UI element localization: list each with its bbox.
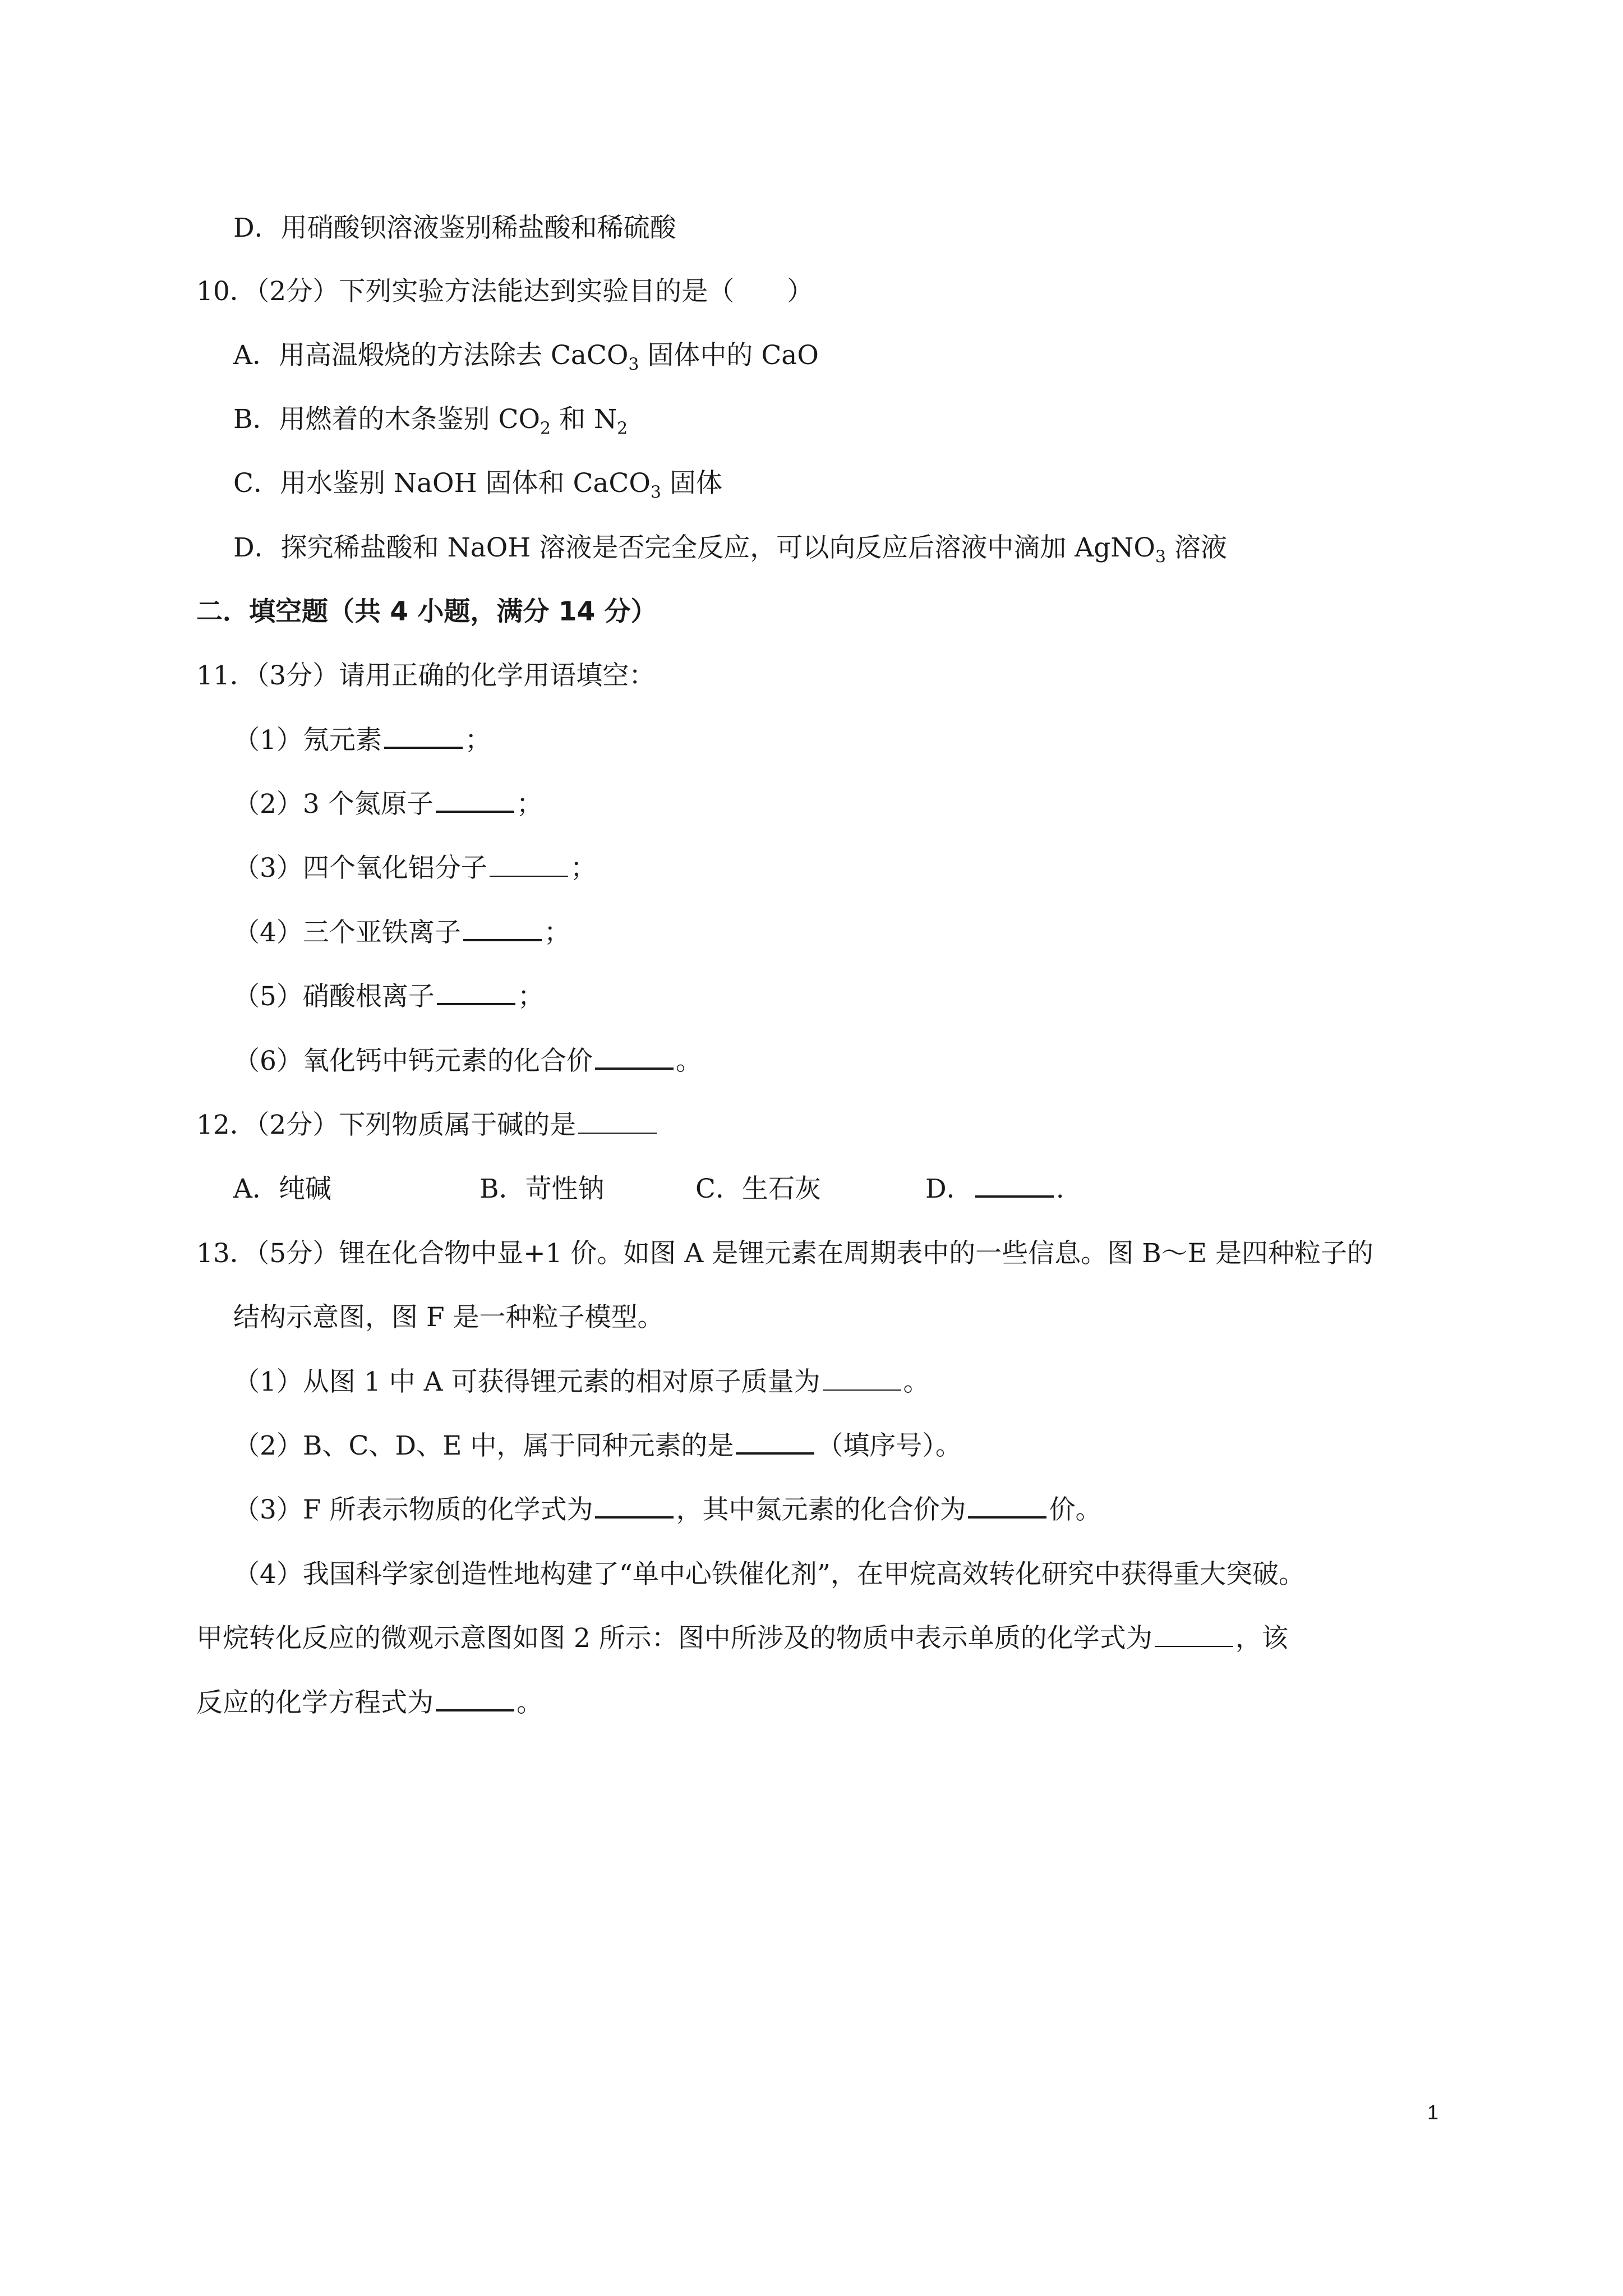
q9-option-d: D．用硝酸钡溶液鉴别稀盐酸和稀硫酸 <box>233 213 676 243</box>
q12-option-a: A．纯碱 <box>233 1174 331 1204</box>
q11-part-4: （4）三个亚铁离子 ； <box>233 917 570 948</box>
answer-blank[interactable] <box>578 1110 657 1134</box>
q11-part-6: （6）氧化钙中钙元素的化合价 。 <box>233 1046 702 1076</box>
answer-blank[interactable] <box>436 1687 514 1711</box>
section-heading: 二．填空题（共 4 小题，满分 14 分） <box>196 596 657 627</box>
q10-option-d: D．探究稀盐酸和 NaOH 溶液是否完全反应，可以向反应后溶液中滴加 AgNO$_3$ 溶液 <box>233 532 1227 567</box>
q11-part-1: （1）氖元素 ； <box>233 725 491 756</box>
q11-stem: 11．（3分）请用正确的化学用语填空： <box>196 660 656 691</box>
q12-option-b: B．苛性钠 <box>479 1174 605 1204</box>
q10-option-b: B．用燃着的木条鉴别 $CO_2$ 和 $N_2$ <box>233 404 628 439</box>
answer-blank[interactable] <box>437 981 515 1005</box>
q13-part-4-line-2: 甲烷转化反应的微观示意图如图 2 所示：图中所涉及的物质中表示单质的化学式为 ，该 <box>196 1623 1288 1654</box>
q13-part-1: （1）从图 1 中 A 可获得锂元素的相对原子质量为 。 <box>233 1366 930 1397</box>
answer-blank[interactable] <box>490 853 568 877</box>
q10-option-a: A．用高温煅烧的方法除去 CaCO$_3$ 固体中的 CaO <box>233 340 819 375</box>
q12-option-c: C．生石灰 <box>695 1174 821 1204</box>
q11-part-2: （2）3 个氮原子 ； <box>233 789 543 820</box>
q13-part-3: （3）F 所表示物质的化学式为 ，其中氮元素的化合价为 价。 <box>233 1494 1102 1525</box>
answer-blank[interactable] <box>436 788 514 813</box>
q12-option-d: D． . <box>925 1174 1064 1204</box>
q12-stem: 12．（2分）下列物质属于碱的是 <box>196 1108 659 1142</box>
q13-part-2: （2）B、C、D、E 中，属于同种元素的是 （填序号）。 <box>233 1430 962 1461</box>
q13-stem-line-2: 结构示意图，图 F 是一种粒子模型。 <box>233 1302 664 1333</box>
answer-blank[interactable] <box>595 1494 674 1519</box>
q11-part-3: （3）四个氧化铝分子 ； <box>233 853 597 884</box>
q10-stem: 10．（2分）下列实验方法能达到实验目的是（ ） <box>196 276 814 307</box>
page-number: 1 <box>1427 2101 1439 2124</box>
answer-blank[interactable] <box>975 1173 1054 1198</box>
q13-part-4-line-3: 反应的化学方程式为 。 <box>196 1687 543 1718</box>
q11-part-5: （5）硝酸根离子 ； <box>233 981 544 1012</box>
answer-blank[interactable] <box>384 724 463 749</box>
answer-blank[interactable] <box>595 1045 674 1070</box>
q13-part-4-line-1: （4）我国科学家创造性地构建了“单中心铁催化剂”，在甲烷高效转化研究中获得重大突破。 <box>233 1559 1305 1590</box>
answer-blank[interactable] <box>1155 1623 1233 1647</box>
answer-blank[interactable] <box>823 1367 901 1391</box>
answer-blank[interactable] <box>968 1494 1046 1519</box>
answer-blank[interactable] <box>736 1430 814 1455</box>
q13-stem-line-1: 13．（5分）锂在化合物中显+1 价。如图 A 是锂元素在周期表中的一些信息。图 B～E 是四种粒子的 <box>196 1238 1373 1269</box>
q10-option-c: C．用水鉴别 NaOH 固体和 CaCO$_3$ 固体 <box>233 468 722 503</box>
answer-blank[interactable] <box>463 917 542 941</box>
